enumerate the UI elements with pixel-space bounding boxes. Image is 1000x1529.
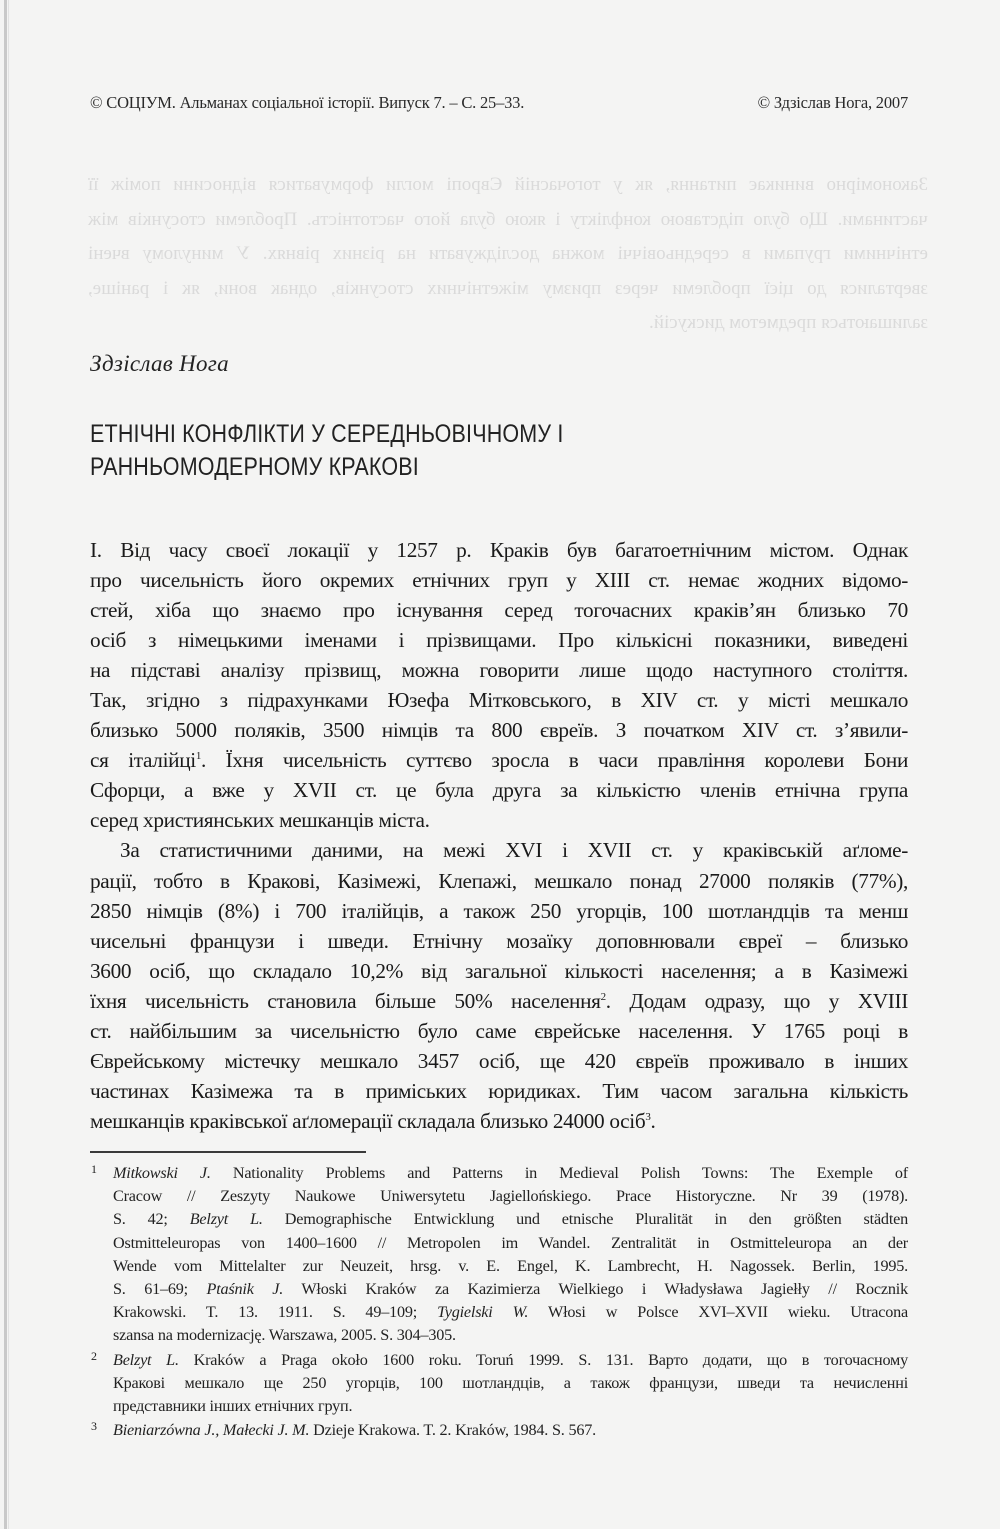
footnote-line: Belzyt L. Kraków a Praga około 1600 roku. Toruń 1999. S. 131. Варто додати, що в тогочасному [113,1350,908,1369]
text-line: Сфорци, а вже у XVII ст. це була друга за кількістю членів етнічна група [90,778,908,803]
paragraph-1 [90,535,908,835]
footnote-number: 1 [91,1162,97,1176]
footnote-line: Bieniarzówna J., Małecki J. M. Dzieje Krakowa. T. 2. Kraków, 1984. S. 567. [113,1421,597,1440]
text-line: частинах Казімежа та в приміських юридиках. Тим часом загальна кількість [90,1078,908,1103]
footnote-line: Cracow // Zeszyty Naukowe Uniwersytetu Jagiellońskiego. Prace Historyczne. Nr 39 (1978). [113,1187,908,1206]
footnote-line: szansa na modernizację. Warszawa, 2005. S. 304–305. [113,1326,456,1345]
text-line: стей, хіба що знаємо про існування серед тогочасних краків’ян близько 70 [90,598,908,623]
text-line: 3600 осіб, що складало 10,2% від загальної кількості населення; а в Казімежі [90,958,908,983]
running-head-right: © Здзіслав Нога, 2007 [757,93,908,112]
text-line: 2850 німців (8%) і 700 італійців, а також 250 угорців, 100 шотландців та менш [90,898,908,923]
reverse-page-bleed-through: Закономірно виникає питання, як у тогочасній Європі могли формуватися відносини поміж її частинами. Що було підставою конфлікту і якою була його частотність. Проблеми стосунків між етнічними групами в середньовіччі можна досліджувати на різних рівнях. У минулому вчені зверталися до цієї проблеми через призму міжетнічних стосунків, однак вони, як і раніше, залишаються предметом дискусій. [88,174,928,334]
footnote-line: S. 61–69; Ptaśnik J. Włoski Kraków za Kazimierza Wielkiego i Władysława Jagiełły // Rocznik [113,1280,908,1299]
text-line: ст. найбільшим за чисельністю було саме єврейське населення. У 1765 році в [90,1018,908,1043]
footnote-1 [90,1162,908,1348]
title-line-1: ЕТНІЧНІ КОНФЛІКТИ У СЕРЕДНЬОВІЧНОМУ І [90,420,564,448]
footnote-2 [90,1349,908,1419]
page-edge-shadow [4,0,7,1529]
running-head [90,93,908,113]
footnotes [90,1162,908,1442]
footnote-line: Ostmitteleuropas von 1400–1600 // Metropolen im Wandel. Zentralität in Ostmitteleuropa an der [113,1233,908,1252]
text-line: про чисельність його окремих етнічних груп у ХІІІ ст. немає жодних відомо- [90,568,908,593]
text-line-with-footnote-2: їхня чисельність становила більше 50% населення$^2$. Додам одразу, що у XVIII [90,988,908,1013]
page-edge-line [8,0,9,1529]
text-line: І. Від часу своєї локації у 1257 р. Краків був багатоетнічним містом. Однак [90,538,908,562]
footnote-line: Wende vom Mittelalter zur Neuzeit, hrsg. v. E. Engel, K. Lambrecht, H. Nagossek. Berlin, 1995. [113,1256,908,1275]
text-line-with-footnote-3: мешканців краківської аґломерації складала близько 24000 осіб$^3$. [90,1108,656,1133]
paragraph-2 [90,835,908,1135]
footnote-number: 2 [91,1348,97,1363]
footnote-line: S. 42; Belzyt L. Demographische Entwicklung und etnische Pluralität in den größten städten [113,1210,908,1229]
footnote-number: 3 [91,1419,97,1434]
running-head-left: © СОЦІУМ. Альманах соціальної історії. Випуск 7. – С. 25–33. [90,93,525,112]
footnote-ref-3[interactable]: 3 [645,1110,651,1123]
title-line-2: РАННЬОМОДЕРНОМУ КРАКОВІ [90,453,419,481]
footnote-line: Mitkowski J. Nationality Problems and Patterns in Medieval Polish Towns: The Exemple of [113,1164,908,1182]
text-line: осіб з німецькими іменами і прізвищами. Про кількісні показники, виведені [90,628,908,653]
text-line: Єврейському містечку мешкало 3457 осіб, ще 420 євреїв проживало в інших [90,1048,908,1073]
text-line: рації, тобто в Кракові, Казімежі, Клепажі, мешкало понад 27000 поляків (77%), [90,868,908,893]
text-line: чисельні французи і шведи. Етнічну мозаїку доповнювали євреї – близько [90,928,908,953]
text-line-with-footnote-1: ся італійці$^1$. Їхня чисельність суттєво зросла в часи правління королеви Бони [90,748,908,773]
text-line: на підставі аналізу прізвищ, можна говорити лише щодо наступного століття. [90,658,908,683]
footnote-separator [90,1151,366,1153]
footnote-ref-2[interactable]: 2 [600,990,606,1003]
footnote-line: представники інших етнічних груп. [113,1397,353,1416]
footnote-ref-1[interactable]: 1 [195,750,201,763]
text-line: Так, згідно з підрахунками Юзефа Мітковського, в XIV ст. у місті мешкало [90,688,908,713]
footnote-line: Кракові мешкало ще 250 угорців, 100 шотландців, а також французи, шведи та нечисленні [113,1373,908,1392]
article-title [90,418,804,484]
article-body [90,535,908,1136]
text-line: близько 5000 поляків, 3500 німців та 800 євреїв. З початком XIV ст. з’явили- [90,718,908,743]
text-line: За статистичними даними, на межі XVI і XVII ст. у краківській аґломе- [120,838,908,863]
article-author: Здзіслав Нога [90,351,229,376]
footnote-line: Krakowski. T. 13. 1911. S. 49–109; Tygielski W. Włosi w Polsce XVI–XVII wieku. Utracona [113,1303,909,1322]
text-line: серед християнських мешканців міста. [90,808,430,833]
footnote-3 [90,1419,908,1442]
